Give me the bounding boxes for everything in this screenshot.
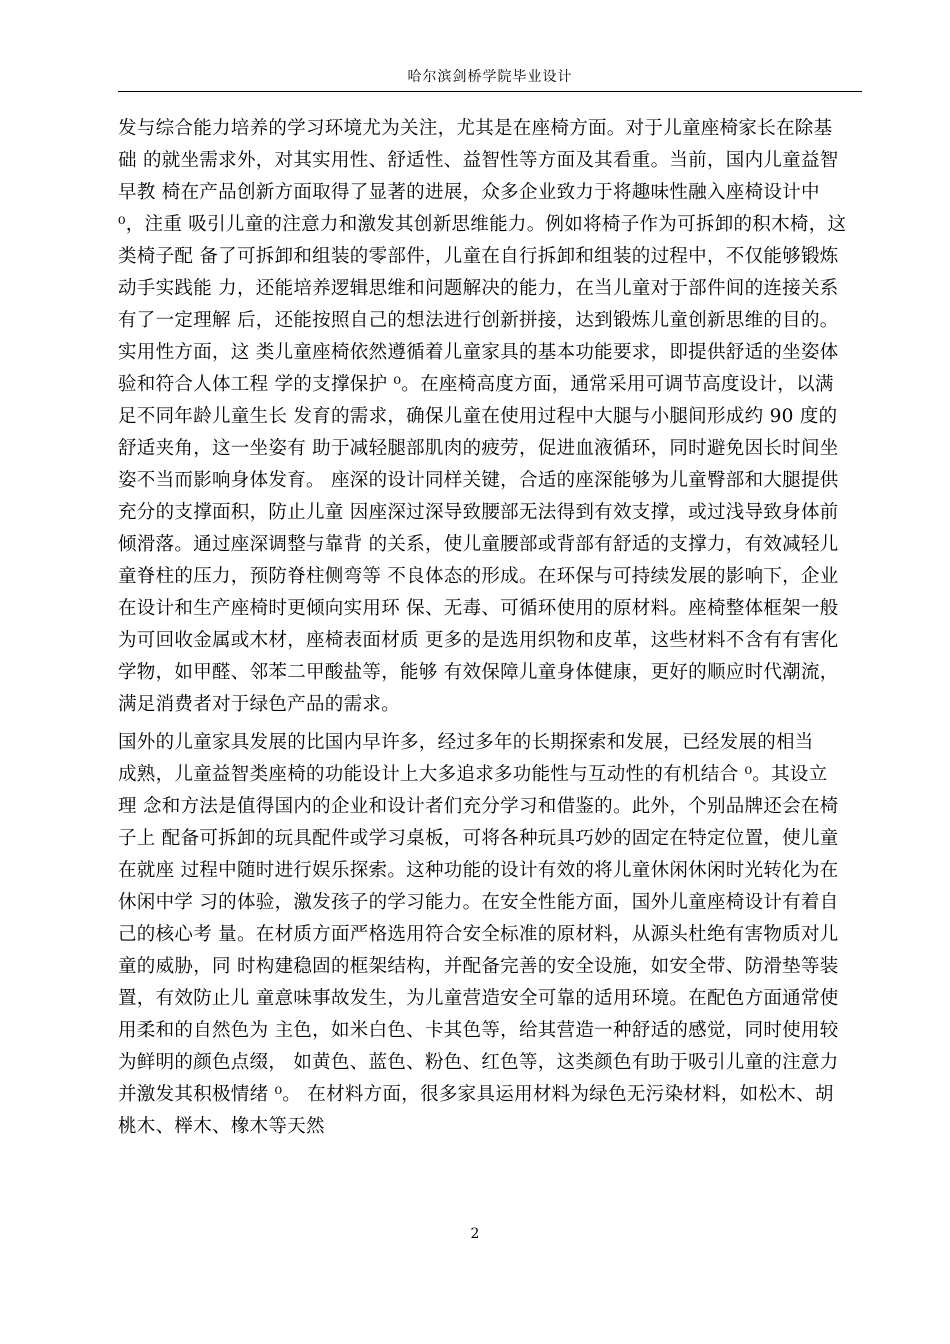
text-line: 并激发其积极情绪 ⁰。 在材料方面，很多家具运用材料为绿色无污染材料，如松木、胡 — [118, 1084, 834, 1105]
text-line: 足不同年龄儿童生长 发育的需求，确保儿童在使用过程中大腿与小腿间形成约 90 度的 — [118, 406, 838, 427]
text-line: 类椅子配 备了可拆卸和组装的零部件，儿童在自行拆卸和组装的过程中，不仅能够锻炼 — [118, 246, 839, 267]
text-line: 为鲜明的颜色点缀， 如黄色、蓝色、粉色、红色等，这类颜色有助于吸引儿童的注意力 — [118, 1052, 839, 1073]
paragraph — [118, 727, 856, 1143]
text-line: 置，有效防止儿 童意味事故发生，为儿童营造安全可靠的适用环境。在配色方面通常使 — [118, 988, 839, 1009]
text-line: 早教 椅在产品创新方面取得了显著的进展，众多企业致力于将趣味性融入座椅设计中 — [118, 182, 820, 203]
text-line: 验和符合人体工程 学的支撑保护 ⁰。在座椅高度方面，通常采用可调节高度设计，以满 — [118, 374, 834, 395]
text-line: 姿不当而影响身体发育。 座深的设计同样关键，合适的座深能够为儿童臀部和大腿提供 — [118, 470, 839, 491]
text-line: 成熟，儿童益智类座椅的功能设计上大多追求多功能性与互动性的有机结合 ⁰。其设立 — [118, 764, 828, 785]
text-line: 子上 配备可拆卸的玩具配件或学习桌板，可将各种玩具巧妙的固定在特定位置，使儿童 — [118, 828, 839, 849]
text-line: 理 念和方法是值得国内的企业和设计者们充分学习和借鉴的。此外，个别品牌还会在椅 — [118, 796, 839, 817]
text-line: 为可回收金属或木材，座椅表面材质 更多的是选用织物和皮革，这些材料不含有有害化 — [118, 630, 839, 651]
text-line: 国外的儿童家具发展的比国内早许多，经过多年的长期探索和发展，已经发展的相当 — [118, 732, 814, 753]
text-line: 在设计和生产座椅时更倾向实用环 保、无毒、可循环使用的原材料。座椅整体框架一般 — [118, 598, 839, 619]
body-text — [118, 113, 856, 1143]
text-line: 童脊柱的压力，预防脊柱侧弯等 不良体态的形成。在环保与可持续发展的影响下，企业 — [118, 566, 839, 587]
text-line: 有了一定理解 后，还能按照自己的想法进行创新拼接，达到锻炼儿童创新思维的目的。 — [118, 310, 839, 331]
text-line: 学物，如甲醛、邻苯二甲酸盐等，能够 有效保障儿童身体健康，更好的顺应时代潮流， — [118, 662, 839, 683]
text-line: 桃木、榉木、橡木等天然 — [118, 1116, 325, 1137]
paragraph — [118, 113, 856, 721]
text-line: 倾滑落。通过座深调整与靠背 的关系，使儿童腰部或背部有舒适的支撑力，有效减轻儿 — [118, 534, 839, 555]
text-line: 舒适夹角，这一坐姿有 助于减轻腿部肌肉的疲劳，促进血液循环，同时避免因长时间坐 — [118, 438, 839, 459]
text-line: 童的威胁，同 时构建稳固的框架结构，并配备完善的安全设施，如安全带、防滑垫等装 — [118, 956, 839, 977]
text-line: ⁰，注重 吸引儿童的注意力和激发其创新思维能力。例如将椅子作为可拆卸的积木椅，这 — [118, 214, 847, 235]
page-number: 2 — [470, 1226, 480, 1242]
text-line: 实用性方面，这 类儿童座椅依然遵循着儿童家具的基本功能要求，即提供舒适的坐姿体 — [118, 342, 839, 363]
header-rule — [118, 91, 862, 92]
text-line: 充分的支撑面积，防止儿童 因座深过深导致腰部无法得到有效支撑，或过浅导致身体前 — [118, 502, 839, 523]
text-line: 动手实践能 力，还能培养逻辑思维和问题解决的能力，在当儿童对于部件间的连接关系 — [118, 278, 839, 299]
text-line: 己的核心考 量。在材质方面严格选用符合安全标准的原材料，从源头杜绝有害物质对儿 — [118, 924, 839, 945]
text-line: 休闲中学 习的体验，激发孩子的学习能力。在安全性能方面，国外儿童座椅设计有着自 — [118, 892, 839, 913]
text-line: 用柔和的自然色为 主色，如米白色、卡其色等，给其营造一种舒适的感觉，同时使用较 — [118, 1020, 839, 1041]
text-line: 在就座 过程中随时进行娱乐探索。这种功能的设计有效的将儿童休闲休闲时光转化为在 — [118, 860, 839, 881]
text-line: 满足消费者对于绿色产品的需求。 — [118, 694, 401, 715]
page-header: 哈尔滨剑桥学院毕业设计 — [407, 69, 573, 85]
text-line: 发与综合能力培养的学习环境尤为关注，尤其是在座椅方面。对于儿童座椅家长在除基 — [118, 118, 833, 139]
text-line: 础 的就坐需求外，对其实用性、舒适性、益智性等方面及其看重。当前，国内儿童益智 — [118, 150, 839, 171]
